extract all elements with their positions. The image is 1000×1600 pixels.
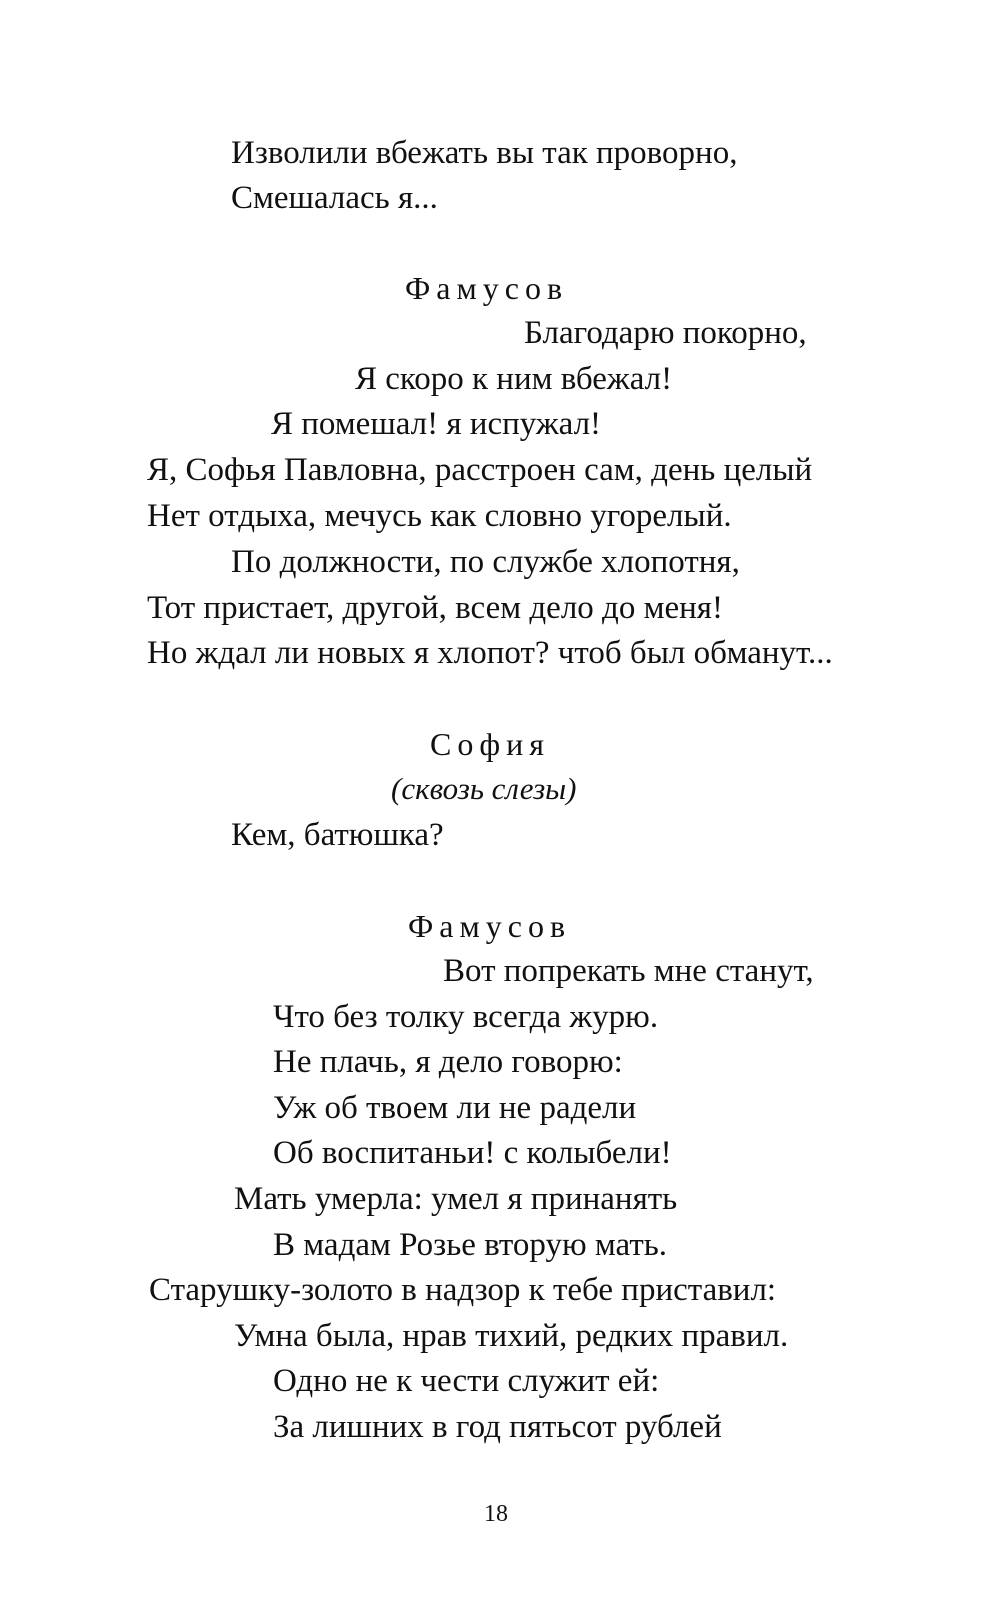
verse-line: Уж об твоем ли не радели	[273, 1090, 637, 1126]
verse-line: Я, Софья Павловна, расстроен сам, день целый	[147, 452, 813, 488]
verse-line: Старушку-золото в надзор к тебе приставил:	[149, 1272, 777, 1308]
verse-line: Я помешал! я испужал!	[271, 406, 602, 442]
speaker-name: Фамусов	[405, 270, 569, 306]
verse-line: Благодарю покорно,	[524, 315, 807, 351]
verse-line: Об воспитаньи! с колыбели!	[273, 1135, 672, 1171]
verse-line: Тот пристает, другой, всем дело до меня!	[147, 590, 723, 626]
verse-line: Но ждал ли новых я хлопот? чтоб был обманут...	[147, 635, 833, 671]
verse-line: По должности, по службе хлопотня,	[231, 544, 740, 580]
verse-line: Смешалась я...	[231, 180, 438, 216]
verse-line: Кем, батюшка?	[231, 817, 444, 853]
speaker-name: София	[430, 726, 550, 762]
page-number: 18	[484, 1501, 508, 1527]
verse-line: Я скоро к ним вбежал!	[355, 361, 673, 397]
verse-line: Одно не к чести служит ей:	[273, 1363, 660, 1399]
speaker-name: Фамусов	[408, 908, 572, 944]
verse-line: Вот попрекать мне станут,	[443, 953, 814, 989]
verse-line: Нет отдыха, мечусь как словно угорелый.	[147, 498, 732, 534]
verse-line: Умна была, нрав тихий, редких правил.	[234, 1318, 789, 1354]
verse-line: За лишних в год пятьсот рублей	[273, 1409, 722, 1445]
verse-line: Изволили вбежать вы так проворно,	[231, 135, 738, 171]
verse-line: В мадам Розье вторую мать.	[273, 1227, 668, 1263]
stage-direction: (сквозь слезы)	[391, 771, 577, 806]
verse-line: Что без толку всегда журю.	[273, 999, 659, 1035]
verse-line: Не плачь, я дело говорю:	[273, 1044, 623, 1080]
verse-line: Мать умерла: умел я принанять	[234, 1181, 678, 1217]
